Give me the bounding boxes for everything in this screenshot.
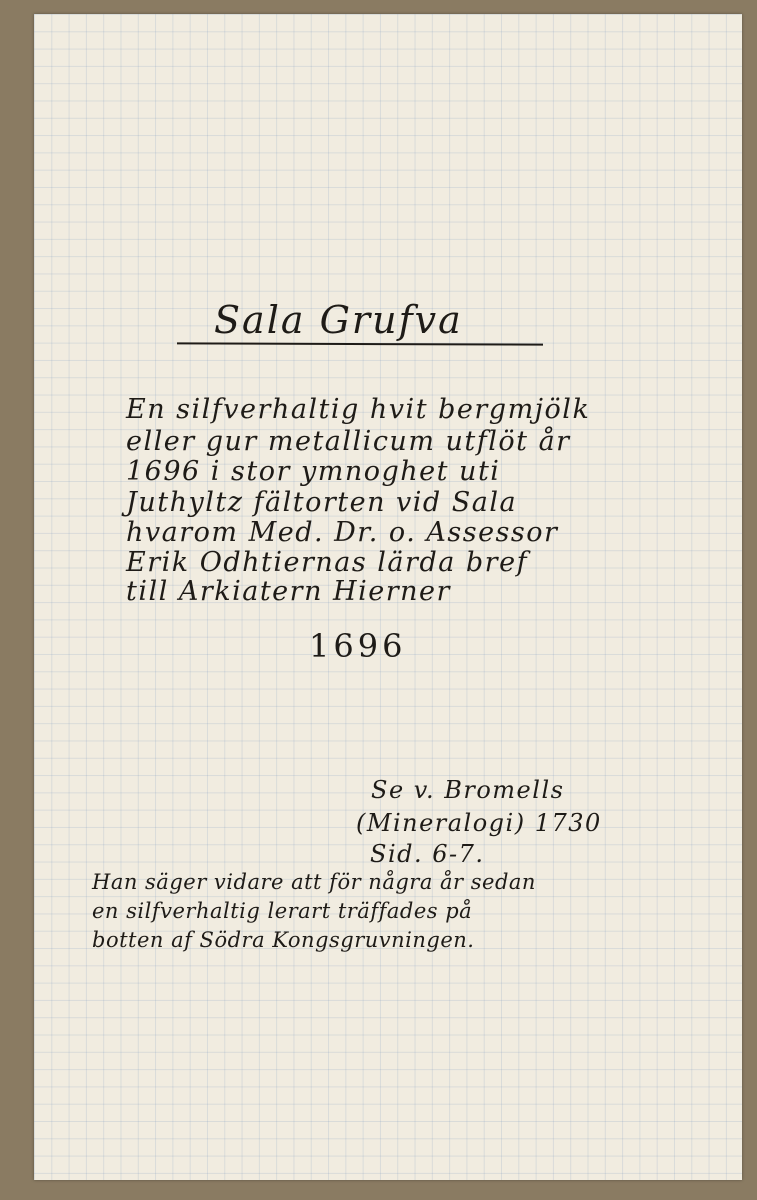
document-title: Sala Grufva: [214, 298, 463, 342]
year-label: 1696: [309, 627, 407, 665]
note-line: en silfverhaltig lerart träffades på: [92, 899, 473, 923]
body-line: hvarom Med. Dr. o. Assessor: [126, 517, 559, 548]
body-line: eller gur metallicum utflöt år: [126, 426, 571, 457]
title-underline: [177, 342, 543, 345]
reference-line: (Mineralogi) 1730: [356, 809, 602, 837]
note-line: Han säger vidare att för några år sedan: [92, 870, 536, 894]
reference-line: Sid. 6-7.: [370, 840, 485, 868]
body-line: 1696 i stor ymnoghet uti: [126, 456, 501, 487]
reference-line: Se v. Bromells: [371, 776, 565, 804]
body-line: till Arkiatern Hierner: [126, 576, 451, 607]
body-line: Erik Odhtiernas lärda bref: [126, 547, 529, 578]
body-line: En silfverhaltig hvit bergmjölk: [126, 394, 591, 425]
manuscript-sheet: [34, 14, 742, 1180]
body-line: Juthyltz fältorten vid Sala: [126, 487, 518, 518]
note-line: botten af Södra Kongsgruvningen.: [92, 928, 475, 952]
